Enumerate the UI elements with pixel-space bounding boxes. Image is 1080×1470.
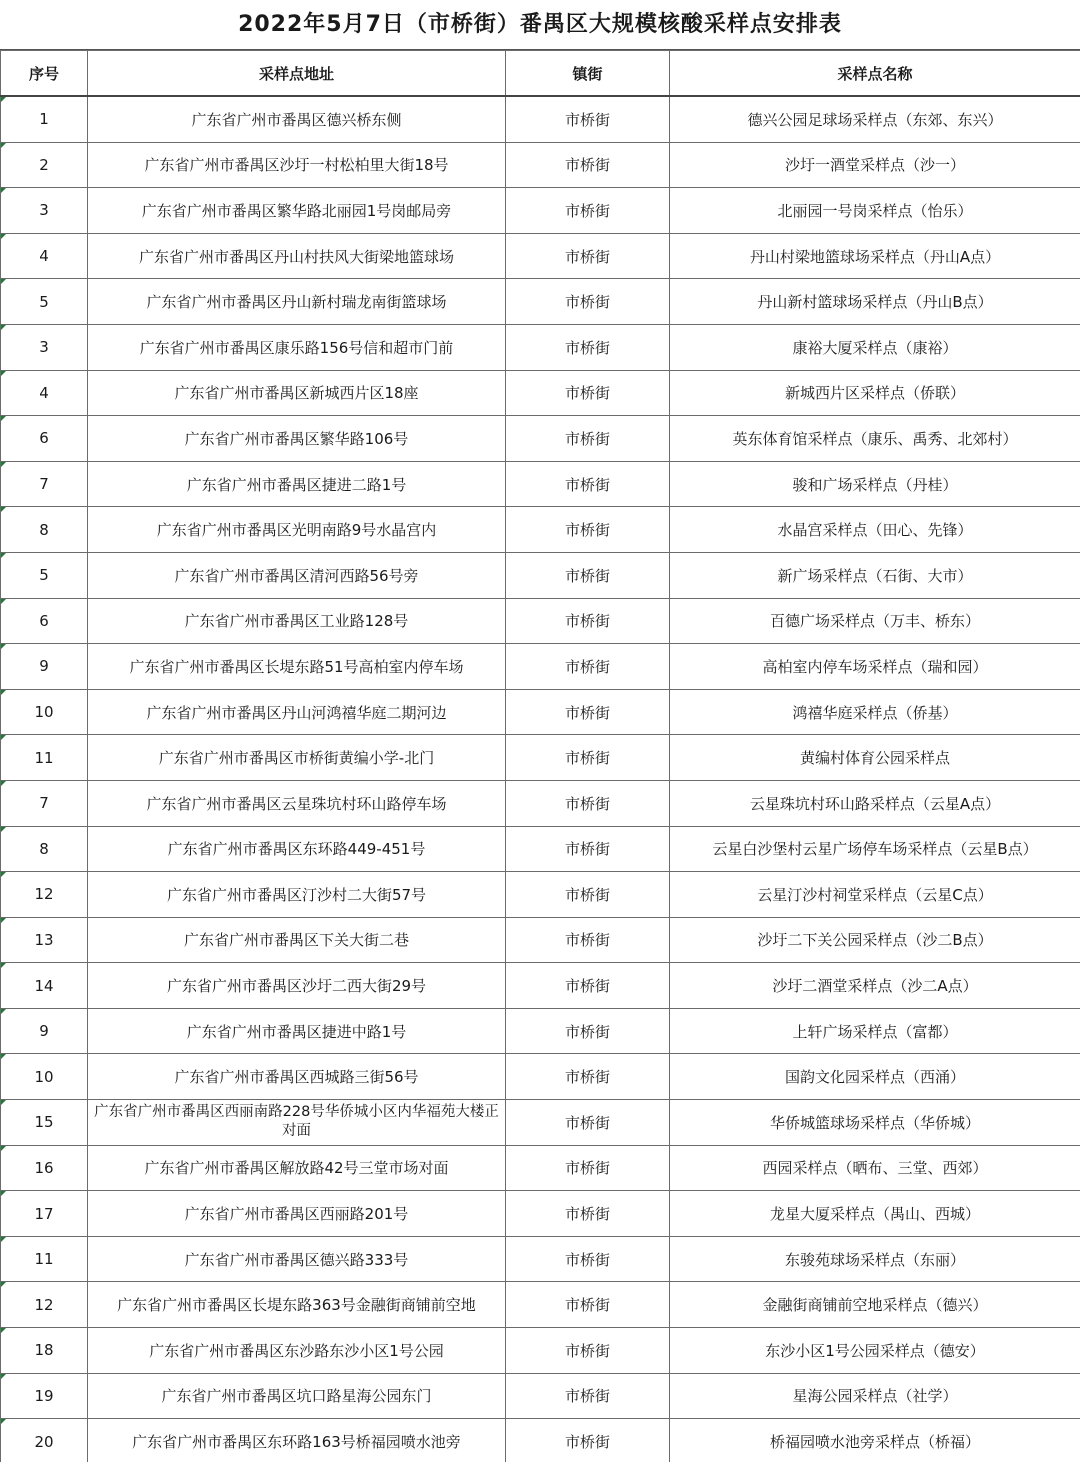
cell-no[interactable]: 8 [1,826,88,872]
cell-site-name[interactable]: 英东体育馆采样点（康乐、禹秀、北郊村） [670,416,1080,462]
table-header-row [1,51,1080,97]
table-row [1,188,1080,234]
cell-site-name[interactable]: 西园采样点（晒布、三堂、西郊） [670,1145,1080,1191]
cell-site-name[interactable]: 康裕大厦采样点（康裕） [670,324,1080,370]
cell-no[interactable]: 4 [1,370,88,416]
header-town[interactable]: 镇街 [506,51,670,97]
cell-site-name[interactable]: 上轩广场采样点（富都） [670,1008,1080,1054]
table-row [1,644,1080,690]
table-row [1,1191,1080,1237]
table-row [1,279,1080,325]
cell-town[interactable]: 市桥街 [506,1419,670,1465]
cell-address[interactable]: 广东省广州市番禺区沙圩二西大街29号 [88,963,506,1009]
cell-site-name[interactable]: 金融街商铺前空地采样点（德兴） [670,1282,1080,1328]
cell-town[interactable]: 市桥街 [506,917,670,963]
table-row [1,1373,1080,1419]
table-row [1,1282,1080,1328]
cell-no[interactable]: 10 [1,1054,88,1100]
table-row [1,963,1080,1009]
table-row [1,1054,1080,1100]
cell-no[interactable]: 9 [1,1008,88,1054]
cell-site-name[interactable]: 华侨城篮球场采样点（华侨城） [670,1100,1080,1146]
cell-site-name[interactable]: 沙圩一酒堂采样点（沙一） [670,142,1080,188]
cell-town[interactable]: 市桥街 [506,1008,670,1054]
table-body [1,96,1080,1464]
cell-no[interactable]: 5 [1,552,88,598]
cell-no[interactable]: 11 [1,1236,88,1282]
cell-site-name[interactable]: 骏和广场采样点（丹桂） [670,461,1080,507]
cell-address[interactable]: 广东省广州市番禺区康乐路156号信和超市门前 [88,324,506,370]
cell-no[interactable]: 12 [1,1282,88,1328]
cell-address[interactable]: 广东省广州市番禺区丹山村扶风大街梁地篮球场 [88,233,506,279]
cell-site-name[interactable]: 沙圩二下关公园采样点（沙二B点） [670,917,1080,963]
cell-no[interactable]: 17 [1,1191,88,1237]
cell-address[interactable]: 广东省广州市番禺区沙圩一村松柏里大街18号 [88,142,506,188]
cell-address[interactable]: 广东省广州市番禺区工业路128号 [88,598,506,644]
cell-address[interactable]: 广东省广州市番禺区长堤东路51号高柏室内停车场 [88,644,506,690]
cell-site-name[interactable]: 北丽园一号岗采样点（怡乐） [670,188,1080,234]
cell-town[interactable]: 市桥街 [506,188,670,234]
cell-town[interactable]: 市桥街 [506,279,670,325]
cell-no[interactable]: 1 [1,96,88,142]
table-row [1,1236,1080,1282]
cell-site-name[interactable]: 星海公园采样点（社学） [670,1373,1080,1419]
cell-town[interactable]: 市桥街 [506,780,670,826]
cell-no[interactable]: 3 [1,324,88,370]
table-row [1,1419,1080,1465]
cell-town[interactable]: 市桥街 [506,324,670,370]
cell-no[interactable]: 6 [1,598,88,644]
table-row [1,689,1080,735]
cell-site-name[interactable]: 丹山村梁地篮球场采样点（丹山A点） [670,233,1080,279]
cell-address[interactable]: 广东省广州市番禺区汀沙村二大街57号 [88,872,506,918]
table-row [1,1100,1080,1146]
cell-address[interactable]: 广东省广州市番禺区清河西路56号旁 [88,552,506,598]
cell-town[interactable]: 市桥街 [506,416,670,462]
table-row [1,507,1080,553]
table-row [1,233,1080,279]
table-row [1,826,1080,872]
cell-town[interactable]: 市桥街 [506,1100,670,1146]
cell-no[interactable]: 6 [1,416,88,462]
cell-address[interactable]: 广东省广州市番禺区繁华路106号 [88,416,506,462]
cell-no[interactable]: 19 [1,1373,88,1419]
cell-town[interactable]: 市桥街 [506,370,670,416]
cell-no[interactable]: 20 [1,1419,88,1465]
sheet-title: 2022年5月7日（市桥街）番禺区大规模核酸采样点安排表 [0,0,1080,50]
cell-site-name[interactable]: 高柏室内停车场采样点（瑞和园） [670,644,1080,690]
cell-site-name[interactable]: 云星珠坑村环山路采样点（云星A点） [670,780,1080,826]
cell-site-name[interactable]: 德兴公园足球场采样点（东郊、东兴） [670,96,1080,142]
cell-address[interactable]: 广东省广州市番禺区丹山河鸿禧华庭二期河边 [88,689,506,735]
cell-address[interactable]: 广东省广州市番禺区繁华路北丽园1号岗邮局旁 [88,188,506,234]
cell-no[interactable]: 14 [1,963,88,1009]
cell-no[interactable]: 11 [1,735,88,781]
cell-address[interactable]: 广东省广州市番禺区西丽南路228号华侨城小区内华福苑大楼正对面 [88,1100,506,1146]
cell-address[interactable]: 广东省广州市番禺区东环路449-451号 [88,826,506,872]
table-row [1,461,1080,507]
cell-no[interactable]: 7 [1,780,88,826]
sampling-sites-table [0,50,1080,1465]
table-row [1,552,1080,598]
table-row [1,142,1080,188]
table-row [1,416,1080,462]
cell-no[interactable]: 5 [1,279,88,325]
cell-address[interactable]: 广东省广州市番禺区德兴桥东侧 [88,96,506,142]
cell-town[interactable]: 市桥街 [506,735,670,781]
cell-address[interactable]: 广东省广州市番禺区东沙路东沙小区1号公园 [88,1328,506,1374]
table-row [1,598,1080,644]
cell-no[interactable]: 18 [1,1328,88,1374]
header-no[interactable]: 序号 [1,51,88,97]
cell-town[interactable]: 市桥街 [506,1236,670,1282]
cell-site-name[interactable]: 国韵文化园采样点（西涌） [670,1054,1080,1100]
cell-site-name[interactable]: 水晶宫采样点（田心、先锋） [670,507,1080,553]
cell-address[interactable]: 广东省广州市番禺区云星珠坑村环山路停车场 [88,780,506,826]
cell-site-name[interactable]: 桥福园喷水池旁采样点（桥福） [670,1419,1080,1465]
cell-town[interactable]: 市桥街 [506,598,670,644]
cell-no[interactable]: 13 [1,917,88,963]
cell-site-name[interactable]: 新广场采样点（石街、大市） [670,552,1080,598]
cell-no[interactable]: 3 [1,188,88,234]
sheet-bottom-edge [0,1462,1080,1470]
cell-town[interactable]: 市桥街 [506,1191,670,1237]
table-row [1,96,1080,142]
cell-town[interactable]: 市桥街 [506,689,670,735]
cell-address[interactable]: 广东省广州市番禺区捷进中路1号 [88,1008,506,1054]
cell-no[interactable]: 10 [1,689,88,735]
cell-address[interactable]: 广东省广州市番禺区德兴路333号 [88,1236,506,1282]
cell-no[interactable]: 8 [1,507,88,553]
cell-town[interactable]: 市桥街 [506,142,670,188]
cell-site-name[interactable]: 云星白沙堡村云星广场停车场采样点（云星B点） [670,826,1080,872]
cell-site-name[interactable]: 新城西片区采样点（侨联） [670,370,1080,416]
table-row [1,370,1080,416]
header-address[interactable]: 采样点地址 [88,51,506,97]
table-row [1,780,1080,826]
cell-address[interactable]: 广东省广州市番禺区丹山新村瑞龙南街篮球场 [88,279,506,325]
cell-site-name[interactable]: 鸿禧华庭采样点（侨基） [670,689,1080,735]
cell-address[interactable]: 广东省广州市番禺区坑口路星海公园东门 [88,1373,506,1419]
cell-no[interactable]: 2 [1,142,88,188]
cell-site-name[interactable]: 东骏苑球场采样点（东丽） [670,1236,1080,1282]
cell-town[interactable]: 市桥街 [506,507,670,553]
cell-address[interactable]: 广东省广州市番禺区下关大街二巷 [88,917,506,963]
cell-site-name[interactable]: 黄编村体育公园采样点 [670,735,1080,781]
cell-town[interactable]: 市桥街 [506,1282,670,1328]
cell-address[interactable]: 广东省广州市番禺区新城西片区18座 [88,370,506,416]
header-site-name[interactable]: 采样点名称 [670,51,1080,97]
cell-town[interactable]: 市桥街 [506,826,670,872]
cell-no[interactable]: 4 [1,233,88,279]
cell-no[interactable]: 7 [1,461,88,507]
cell-site-name[interactable]: 丹山新村篮球场采样点（丹山B点） [670,279,1080,325]
cell-no[interactable]: 12 [1,872,88,918]
table-row [1,1145,1080,1191]
table-row [1,872,1080,918]
table-row [1,735,1080,781]
cell-address[interactable]: 广东省广州市番禺区长堤东路363号金融街商铺前空地 [88,1282,506,1328]
table-row [1,324,1080,370]
cell-town[interactable]: 市桥街 [506,963,670,1009]
cell-town[interactable]: 市桥街 [506,96,670,142]
cell-town[interactable]: 市桥街 [506,644,670,690]
cell-address[interactable]: 广东省广州市番禺区西城路三街56号 [88,1054,506,1100]
cell-address[interactable]: 广东省广州市番禺区光明南路9号水晶宫内 [88,507,506,553]
cell-town[interactable]: 市桥街 [506,552,670,598]
cell-town[interactable]: 市桥街 [506,1328,670,1374]
table-row [1,917,1080,963]
cell-no[interactable]: 9 [1,644,88,690]
table-row [1,1008,1080,1054]
cell-address[interactable]: 广东省广州市番禺区捷进二路1号 [88,461,506,507]
cell-town[interactable]: 市桥街 [506,461,670,507]
cell-site-name[interactable]: 沙圩二酒堂采样点（沙二A点） [670,963,1080,1009]
cell-site-name[interactable]: 东沙小区1号公园采样点（德安） [670,1328,1080,1374]
cell-town[interactable]: 市桥街 [506,1054,670,1100]
cell-address[interactable]: 广东省广州市番禺区西丽路201号 [88,1191,506,1237]
cell-town[interactable]: 市桥街 [506,872,670,918]
cell-site-name[interactable]: 云星汀沙村祠堂采样点（云星C点） [670,872,1080,918]
cell-town[interactable]: 市桥街 [506,1373,670,1419]
cell-address[interactable]: 广东省广州市番禺区东环路163号桥福园喷水池旁 [88,1419,506,1465]
table-row [1,1328,1080,1374]
cell-town[interactable]: 市桥街 [506,233,670,279]
cell-address[interactable]: 广东省广州市番禺区市桥街黄编小学-北门 [88,735,506,781]
cell-address[interactable]: 广东省广州市番禺区解放路42号三堂市场对面 [88,1145,506,1191]
cell-site-name[interactable]: 百德广场采样点（万丰、桥东） [670,598,1080,644]
cell-town[interactable]: 市桥街 [506,1145,670,1191]
cell-no[interactable]: 16 [1,1145,88,1191]
cell-no[interactable]: 15 [1,1100,88,1146]
cell-site-name[interactable]: 龙星大厦采样点（禺山、西城） [670,1191,1080,1237]
